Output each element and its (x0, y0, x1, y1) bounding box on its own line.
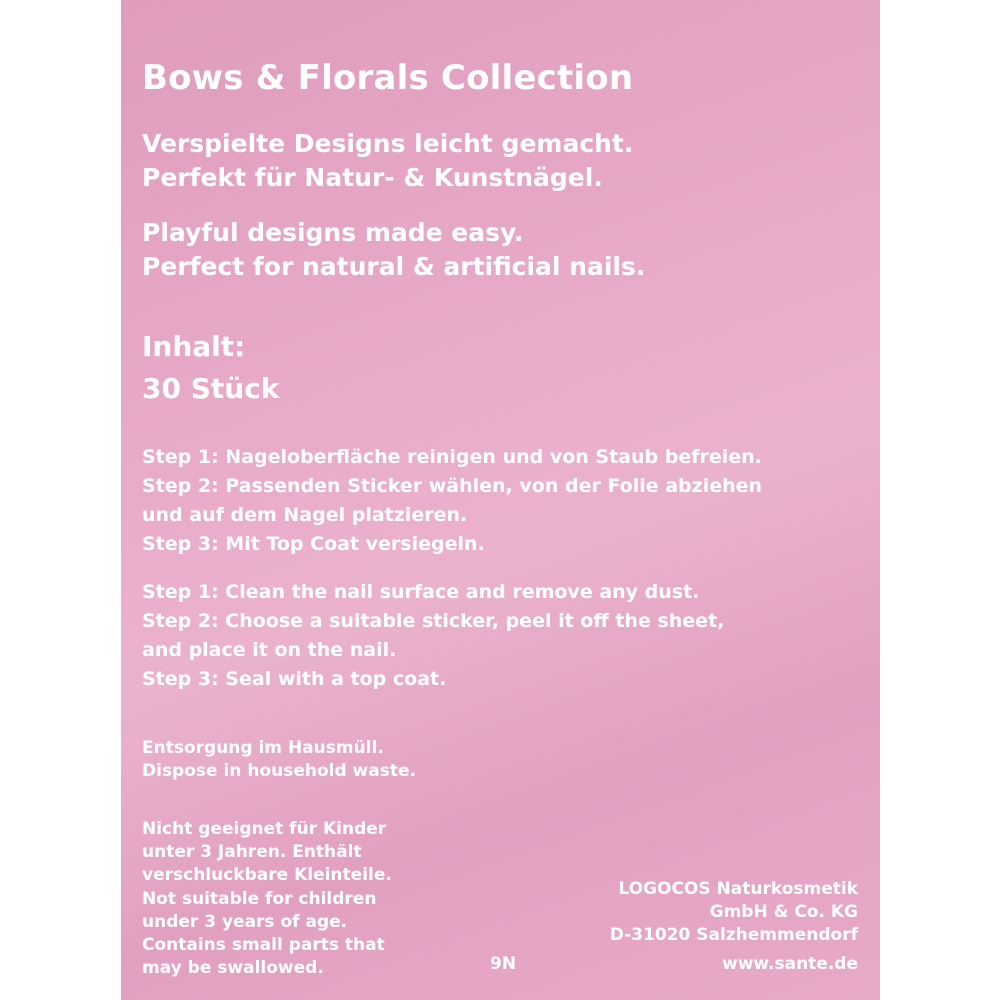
address-line: GmbH & Co. KG (709, 902, 858, 922)
address-line: D-31020 Salzhemmendorf (609, 925, 858, 945)
instruction-line: and place it on the nail. (142, 639, 397, 661)
instructions-english (142, 578, 724, 694)
disposal-note (142, 737, 416, 783)
tagline-german (142, 127, 633, 195)
disposal-line: Entsorgung im Hausmüll. (142, 738, 384, 758)
instructions-german (142, 443, 762, 559)
tagline-en-line: Playful designs made easy. (142, 218, 524, 247)
tagline-de-line: Verspielte Designs leicht gemacht. (142, 129, 634, 158)
disposal-line: Dispose in household waste. (142, 761, 416, 781)
contents-count: 30 Stück (142, 372, 280, 405)
warning-line: may be swallowed. (142, 958, 324, 978)
instruction-line: Step 1: Clean the nail surface and remove any dust. (142, 581, 700, 603)
tagline-en-line: Perfect for natural & artificial nails. (142, 252, 646, 281)
instruction-line: Step 3: Mit Top Coat versiegeln. (142, 533, 485, 555)
manufacturer-address (610, 878, 858, 947)
warning-line: Contains small parts that (142, 935, 385, 955)
contents-info (142, 326, 279, 410)
batch-code: 9N (490, 954, 517, 974)
instruction-line: Step 2: Passenden Sticker wählen, von der Folie abziehen (142, 475, 763, 497)
tagline-de-line: Perfekt für Natur- & Kunstnägel. (142, 163, 603, 192)
warning-line: verschluckbare Kleinteile. (142, 865, 392, 885)
instruction-line: Step 2: Choose a suitable sticker, peel it off the sheet, (142, 610, 725, 632)
instruction-line: Step 1: Nageloberfläche reinigen und von Staub befreien. (142, 446, 762, 468)
instruction-line: und auf dem Nagel platzieren. (142, 504, 468, 526)
product-title: Bows & Florals Collection (142, 58, 634, 98)
website-link[interactable]: www.sante.de (722, 954, 858, 974)
warning-line: Not suitable for children (142, 889, 377, 909)
warning-line: unter 3 Jahren. Enthält (142, 842, 362, 862)
warning-line: Nicht geeignet für Kinder (142, 819, 387, 839)
contents-heading: Inhalt: (142, 330, 246, 363)
instruction-line: Step 3: Seal with a top coat. (142, 668, 447, 690)
warning-english (142, 888, 385, 980)
tagline-english (142, 216, 645, 284)
address-line: LOGOCOS Naturkosmetik (618, 879, 858, 899)
warning-german (142, 818, 392, 887)
product-label (121, 0, 880, 1000)
warning-line: under 3 years of age. (142, 912, 348, 932)
